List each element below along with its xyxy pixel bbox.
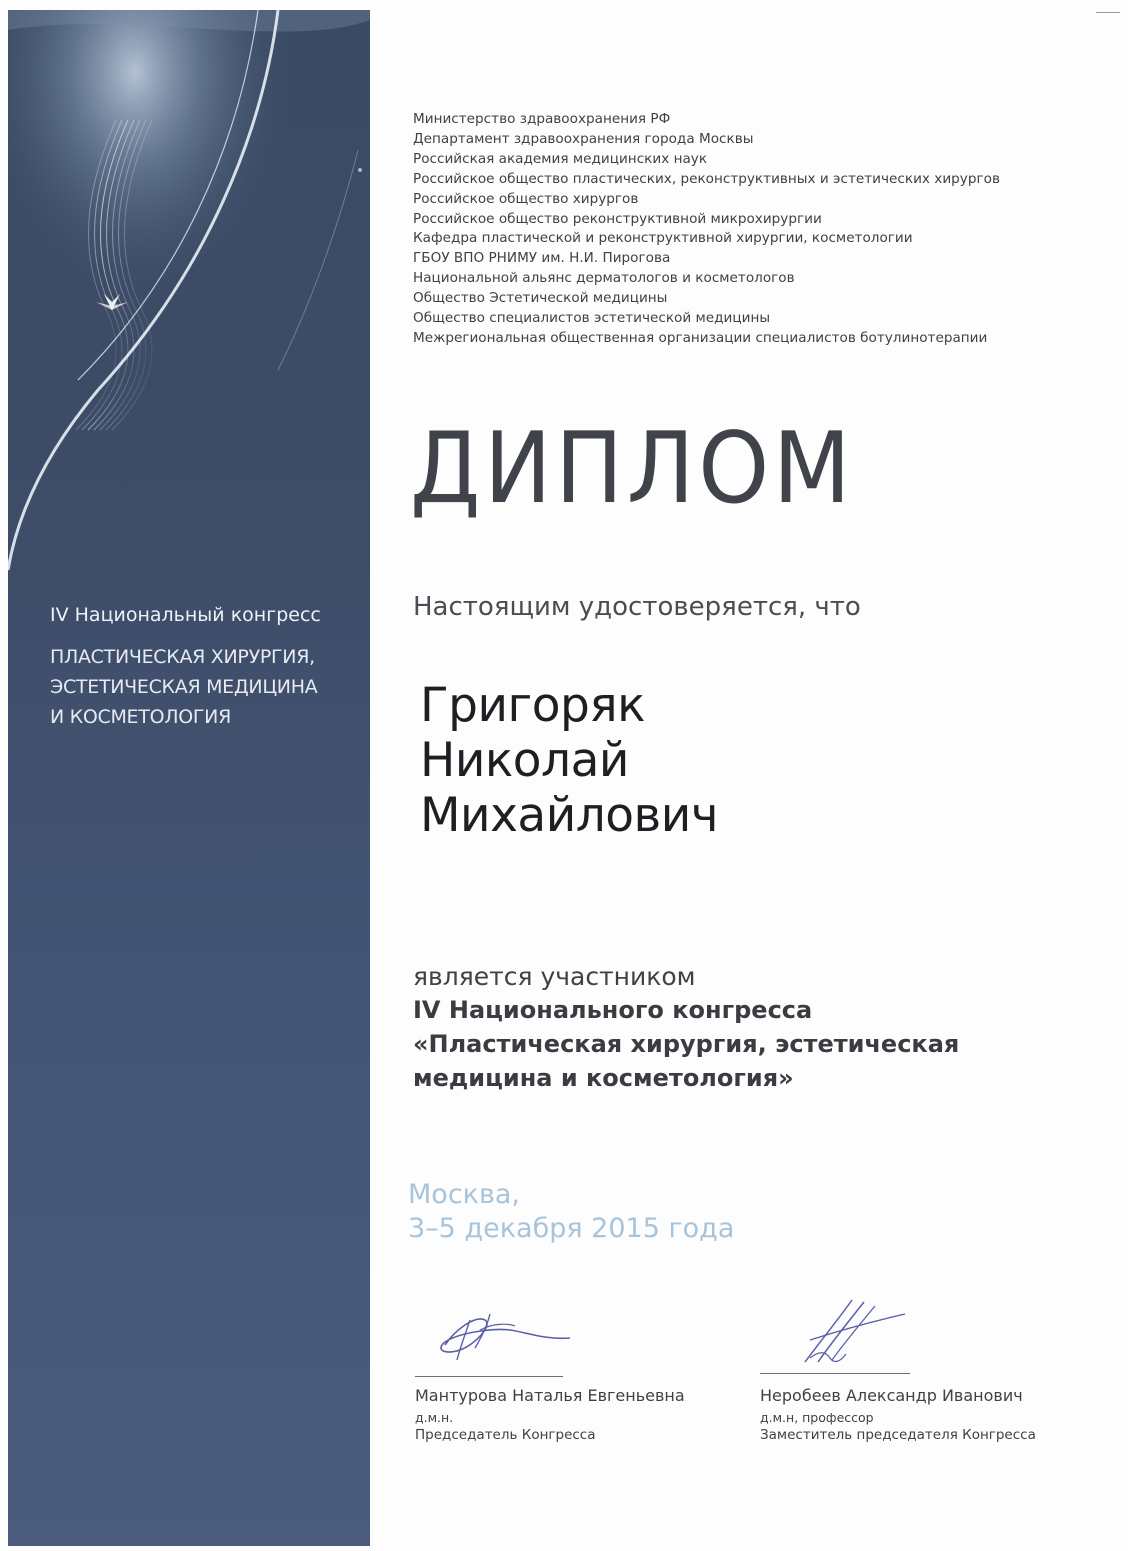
recipient-name xyxy=(420,678,718,843)
organizers-list xyxy=(413,110,1000,349)
organizer-item: Российское общество пластических, реконструктивных и эстетических хирургов xyxy=(413,170,1000,187)
diploma-title: ДИПЛОМ xyxy=(410,412,855,526)
recipient-surname: Григоряк xyxy=(420,678,645,733)
corner-mark xyxy=(1096,12,1120,13)
place-dates: 3–5 декабря 2015 года xyxy=(408,1213,735,1244)
congress-title-line-1: ПЛАСТИЧЕСКАЯ ХИРУРГИЯ, xyxy=(50,646,315,668)
signatory-1-degree: д.м.н. xyxy=(415,1410,454,1425)
place-and-date xyxy=(408,1178,734,1246)
organizer-item: Общество специалистов эстетической медицины xyxy=(413,310,771,327)
organizer-item: Кафедра пластической и реконструктивной хирургии, косметологии xyxy=(413,230,913,247)
organizer-item: Национальной альянс дерматологов и косметологов xyxy=(413,270,795,287)
congress-title-line-3: И КОСМЕТОЛОГИЯ xyxy=(50,706,231,728)
signature-1-line xyxy=(415,1376,563,1377)
participation-block xyxy=(413,960,1093,1095)
wave-graphic xyxy=(8,10,370,1546)
signature-1-image xyxy=(415,1300,595,1370)
organizer-item: Российское общество хирургов xyxy=(413,190,639,207)
signatory-1-role: Председатель Конгресса xyxy=(415,1427,596,1443)
organizer-item: ГБОУ ВПО РНИМУ им. Н.И. Пирогова xyxy=(413,250,671,267)
organizer-item: Министерство здравоохранения РФ xyxy=(413,111,671,127)
congress-block xyxy=(50,604,360,732)
place-city: Москва, xyxy=(408,1179,521,1210)
organizer-item: Департамент здравоохранения города Москвы xyxy=(413,130,754,147)
signature-2-line xyxy=(760,1373,910,1374)
signature-2-image xyxy=(790,1292,930,1372)
signatory-2-degree: д.м.н, профессор xyxy=(760,1410,874,1425)
signatory-2-name: Неробеев Александр Иванович xyxy=(760,1386,1023,1405)
decorative-band xyxy=(8,10,370,1546)
participation-line-4: медицина и косметология» xyxy=(413,1064,794,1092)
participation-line-2: IV Национального конгресса xyxy=(413,996,813,1024)
participation-line-3: «Пластическая хирургия, эстетическая xyxy=(413,1030,960,1058)
signatory-1-name: Мантурова Наталья Евгеньевна xyxy=(415,1386,685,1405)
organizer-item: Российская академия медицинских наук xyxy=(413,150,708,167)
organizer-item: Межрегиональная общественная организации специалистов ботулинотерапии xyxy=(413,329,988,346)
signatory-2-role: Заместитель председателя Конгресса xyxy=(760,1427,1036,1443)
organizer-item: Российское общество реконструктивной микрохирургии xyxy=(413,210,822,227)
congress-number: IV Национальный конгресс xyxy=(50,604,321,626)
organizer-item: Общество Эстетической медицины xyxy=(413,290,668,307)
recipient-first-name: Николай xyxy=(420,733,629,788)
certify-text: Настоящим удостоверяется, что xyxy=(413,592,861,622)
recipient-patronymic: Михайлович xyxy=(420,788,719,843)
participation-line-1: является участником xyxy=(413,962,696,991)
congress-title-line-2: ЭСТЕТИЧЕСКАЯ МЕДИЦИНА xyxy=(50,676,318,698)
